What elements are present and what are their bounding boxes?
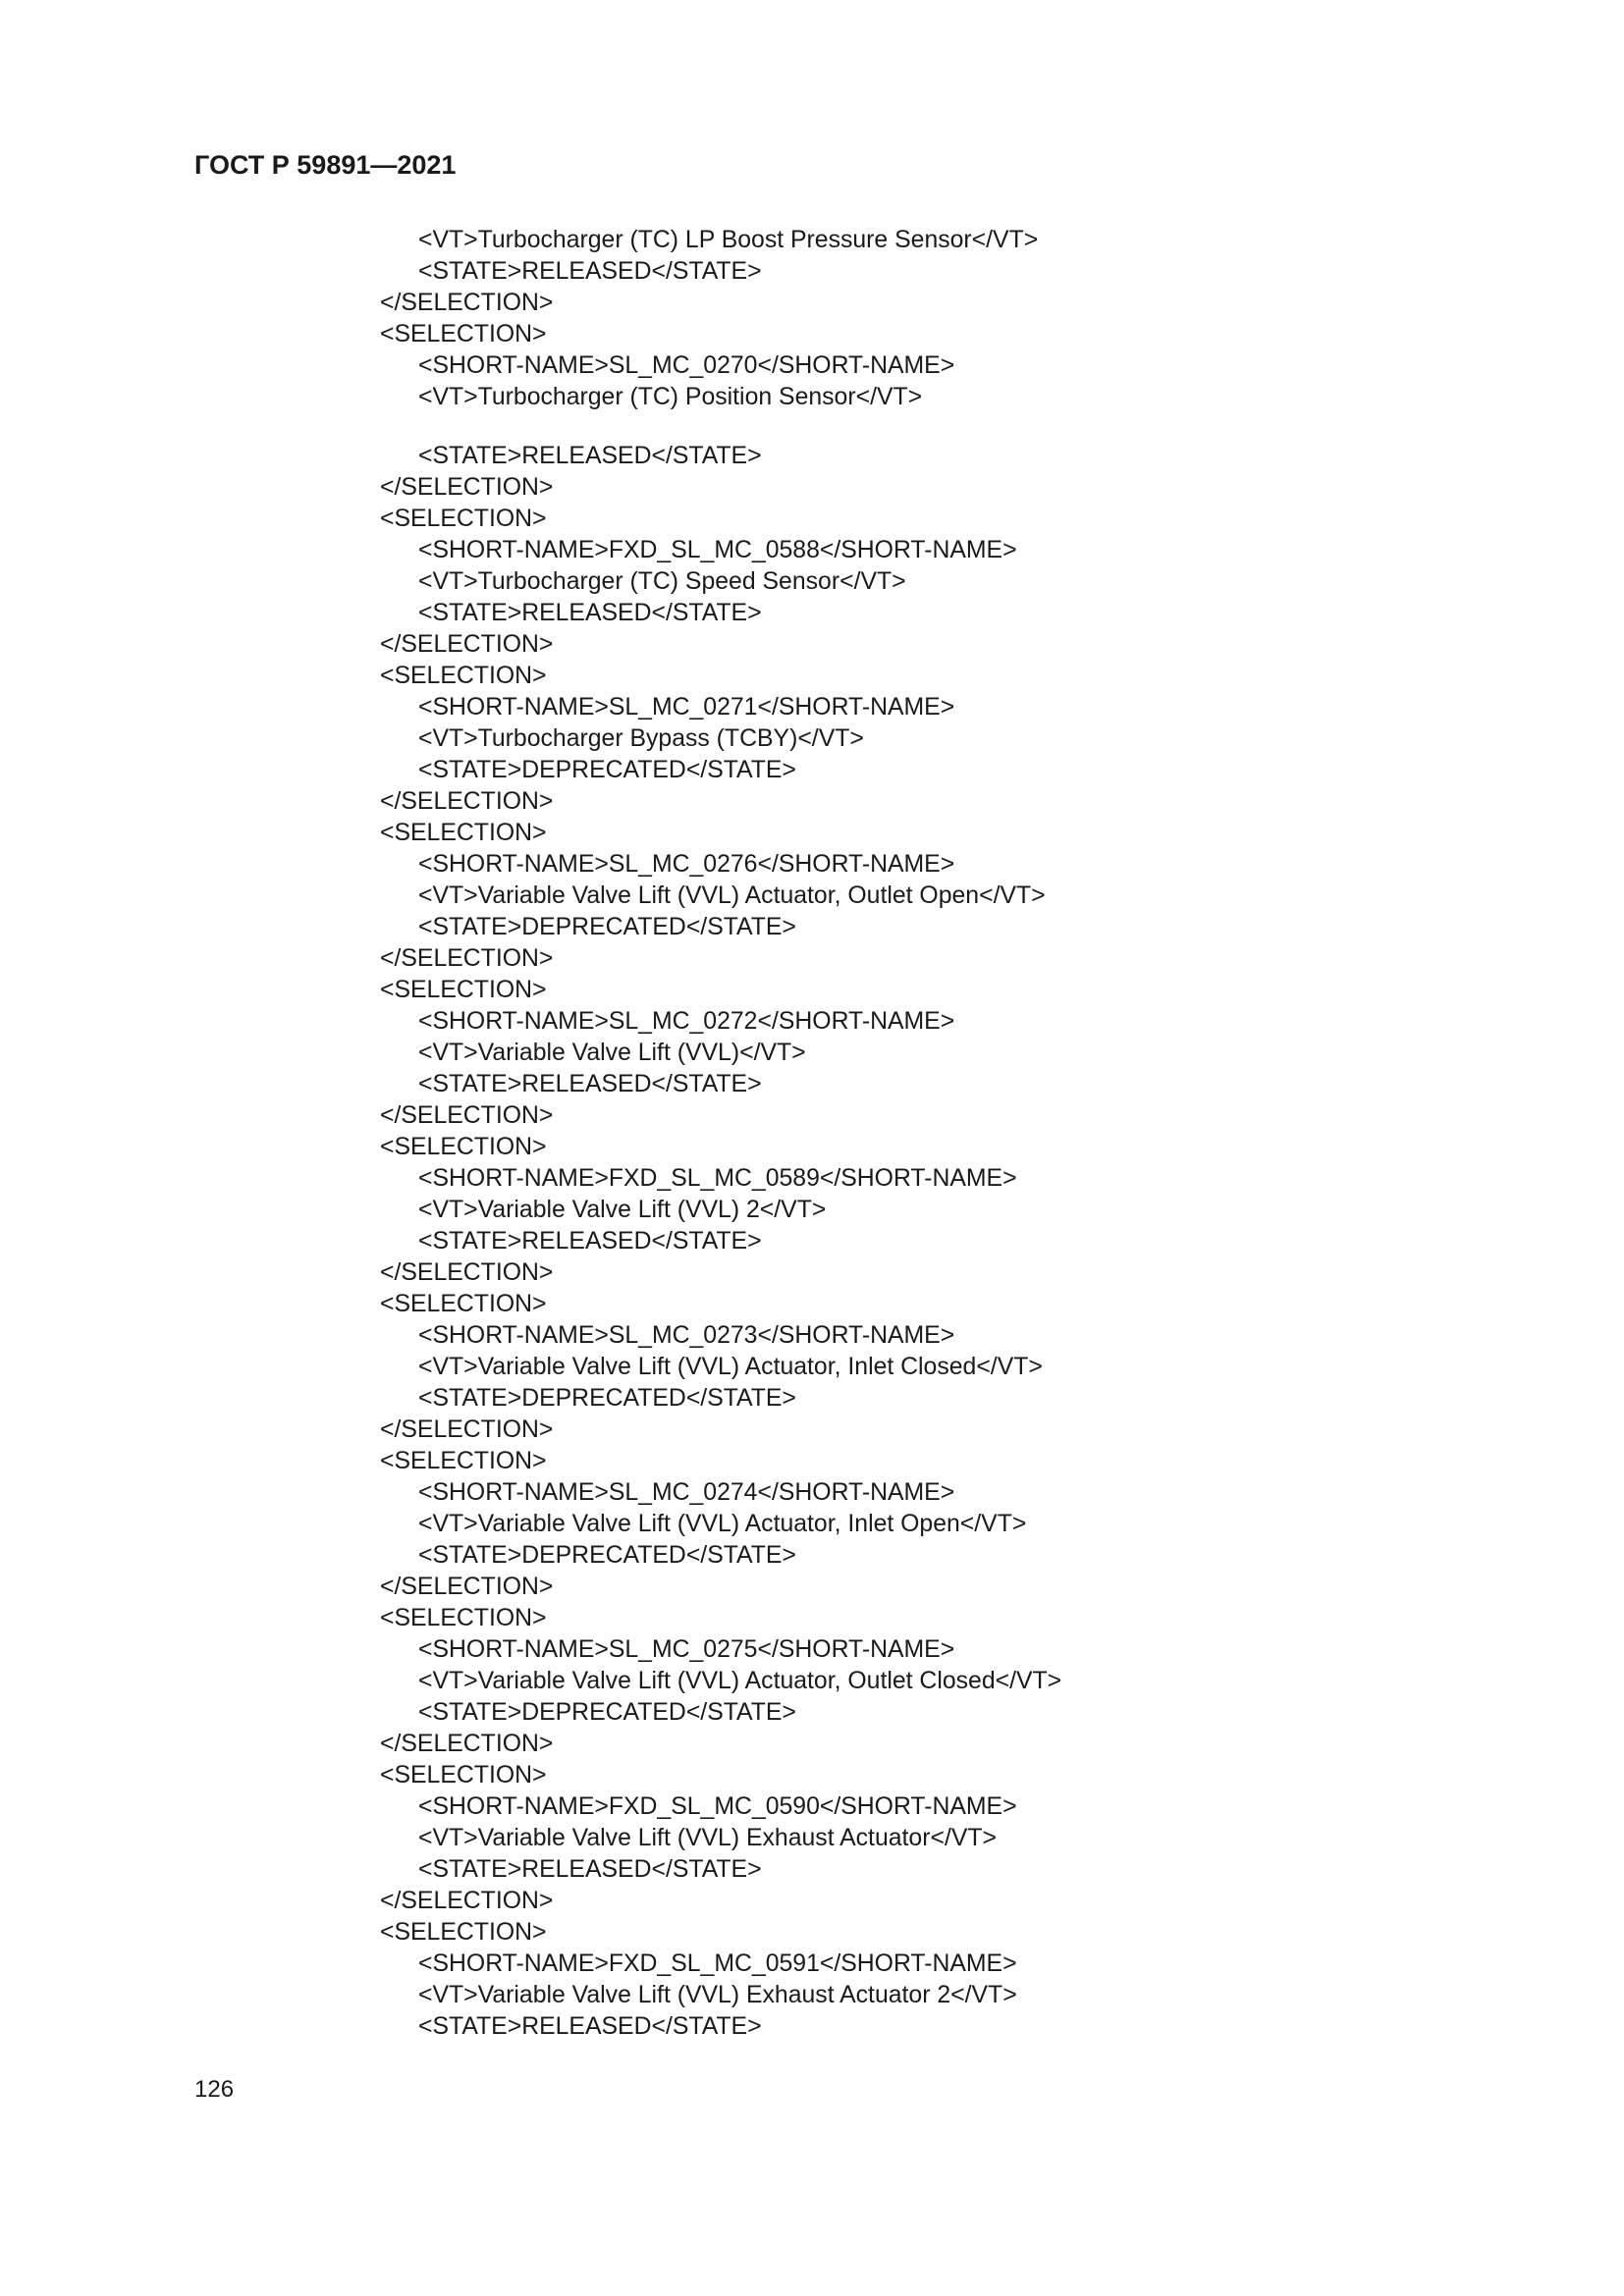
code-line: <STATE>RELEASED</STATE> [418,1856,762,1883]
code-line: <SHORT-NAME>SL_MC_0271</SHORT-NAME> [418,694,955,721]
code-line: <VT>Variable Valve Lift (VVL) Actuator, Inlet Closed</VT> [418,1354,1043,1380]
code-line: <SHORT-NAME>SL_MC_0276</SHORT-NAME> [418,851,955,878]
document-code-header: ГОСТ Р 59891—2021 [194,150,457,180]
code-line: <SHORT-NAME>FXD_SL_MC_0589</SHORT-NAME> [418,1165,1017,1192]
code-line: <STATE>RELEASED</STATE> [418,1228,762,1255]
code-line: <VT>Turbocharger Bypass (TCBY)</VT> [418,725,864,752]
code-line: <SELECTION> [380,1762,547,1789]
code-line: <SELECTION> [380,1291,547,1317]
code-line: </SELECTION> [380,631,554,658]
code-line: </SELECTION> [380,1416,554,1443]
code-line: <STATE>RELEASED</STATE> [418,443,762,469]
code-line: </SELECTION> [380,1102,554,1129]
xml-code-listing [380,225,1061,2043]
code-line: <STATE>DEPRECATED</STATE> [418,914,796,940]
code-line: <SHORT-NAME>FXD_SL_MC_0590</SHORT-NAME> [418,1793,1017,1820]
code-line: <STATE>DEPRECATED</STATE> [418,757,796,783]
code-line: <STATE>RELEASED</STATE> [418,600,762,626]
code-line: <SELECTION> [380,1448,547,1474]
code-line: </SELECTION> [380,290,554,316]
code-line: <VT>Variable Valve Lift (VVL) Exhaust Actuator 2</VT> [418,1982,1017,2008]
code-line: <SHORT-NAME>SL_MC_0272</SHORT-NAME> [418,1008,955,1035]
code-line: <SHORT-NAME>FXD_SL_MC_0588</SHORT-NAME> [418,537,1017,563]
code-line: </SELECTION> [380,1731,554,1757]
code-line: </SELECTION> [380,1574,554,1600]
code-line: </SELECTION> [380,474,554,501]
code-line: </SELECTION> [380,1259,554,1286]
code-line: <SELECTION> [380,321,547,347]
code-line: </SELECTION> [380,945,554,972]
code-line: <SELECTION> [380,977,547,1003]
code-line: <VT>Variable Valve Lift (VVL) Actuator, Outlet Open</VT> [418,882,1046,909]
code-line: <VT>Variable Valve Lift (VVL) Exhaust Actuator</VT> [418,1825,997,1851]
code-line: <VT>Turbocharger (TC) Position Sensor</VT> [418,384,923,410]
code-line: <STATE>DEPRECATED</STATE> [418,1542,796,1569]
code-line: <SELECTION> [380,506,547,532]
code-line: <VT>Variable Valve Lift (VVL) 2</VT> [418,1197,827,1223]
code-line: <STATE>RELEASED</STATE> [418,1071,762,1097]
code-line: <SELECTION> [380,1919,547,1946]
code-line: </SELECTION> [380,1888,554,1914]
code-line: </SELECTION> [380,788,554,815]
code-line: <SELECTION> [380,820,547,846]
code-line: <SELECTION> [380,1605,547,1631]
code-line: <STATE>DEPRECATED</STATE> [418,1699,796,1726]
code-line: <VT>Variable Valve Lift (VVL) Actuator, Inlet Open</VT> [418,1511,1027,1537]
code-line: <STATE>DEPRECATED</STATE> [418,1385,796,1412]
code-line: <SHORT-NAME>FXD_SL_MC_0591</SHORT-NAME> [418,1950,1017,1977]
code-line: <SHORT-NAME>SL_MC_0270</SHORT-NAME> [418,352,955,379]
code-line: <SHORT-NAME>SL_MC_0275</SHORT-NAME> [418,1636,955,1663]
code-line: <VT>Turbocharger (TC) Speed Sensor</VT> [418,568,906,595]
code-line: <SELECTION> [380,1134,547,1160]
code-line: <VT>Variable Valve Lift (VVL) Actuator, Outlet Closed</VT> [418,1668,1062,1694]
code-line: <STATE>RELEASED</STATE> [418,258,762,285]
code-line: <SELECTION> [380,663,547,689]
code-line: <STATE>RELEASED</STATE> [418,2013,762,2040]
code-line: <VT>Variable Valve Lift (VVL)</VT> [418,1040,806,1066]
code-line: <SHORT-NAME>SL_MC_0273</SHORT-NAME> [418,1322,955,1349]
code-line: <SHORT-NAME>SL_MC_0274</SHORT-NAME> [418,1479,955,1506]
code-line: <VT>Turbocharger (TC) LP Boost Pressure Sensor</VT> [418,227,1039,253]
page-number: 126 [194,2076,235,2103]
